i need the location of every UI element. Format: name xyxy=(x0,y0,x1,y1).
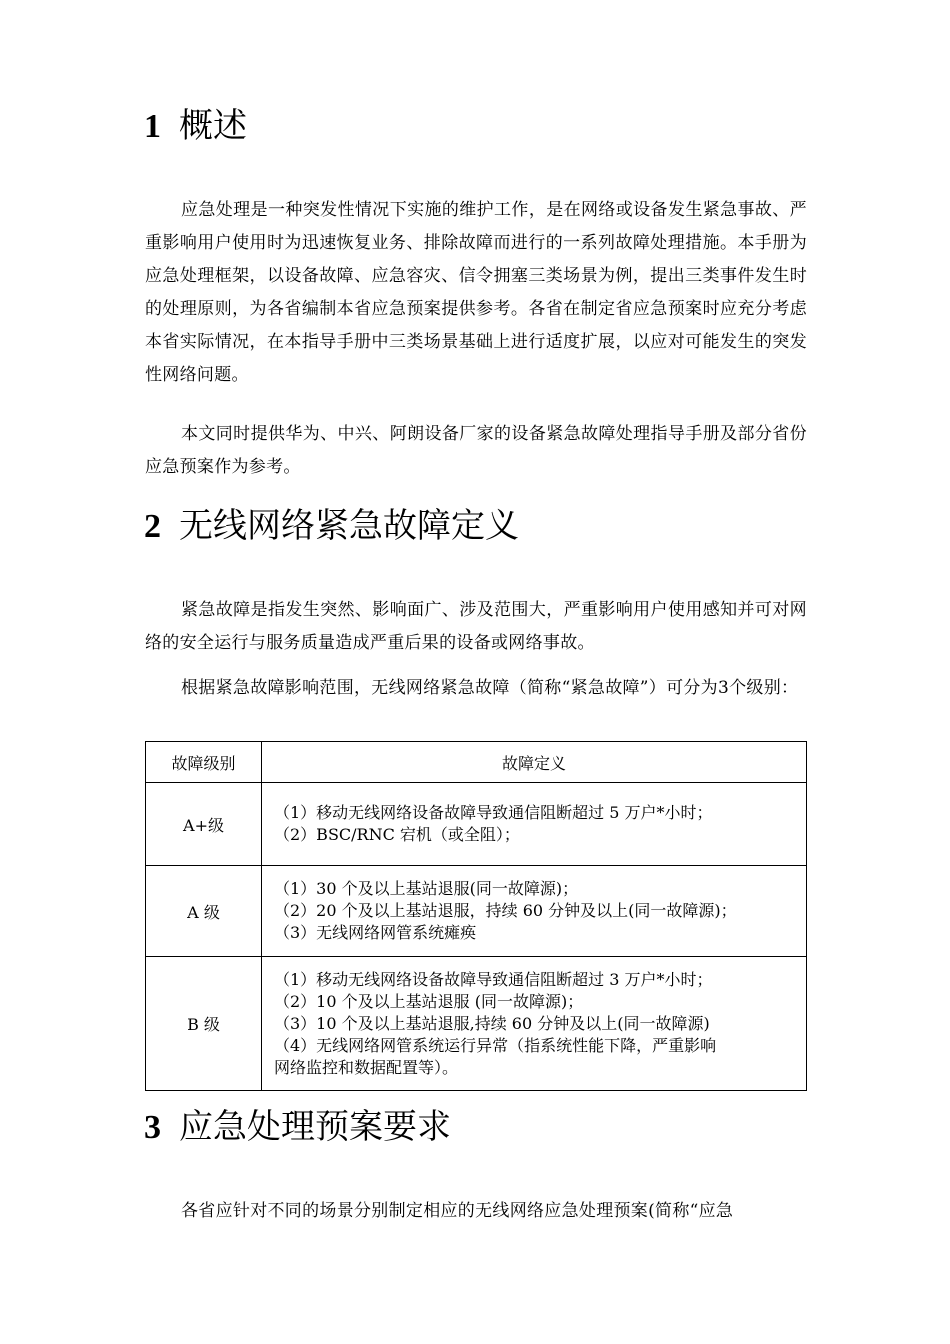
definition-line: （1）30 个及以上基站退服(同一故障源)； xyxy=(274,879,579,898)
paragraph-overview: 应急处理是一种突发性情况下实施的维护工作，是在网络或设备发生紧急事故、严重影响用户使用时为迅速恢复业务、排除故障而进行的一系列故障处理措施。本手册为应急处理框架，以设备故障、应急容灾、信令拥塞三类场景为例，提出三类事件发生时的处理原则，为各省编制本省应急预案提供参考。各省在制定省应急预案时应充分考虑本省实际情况，在本指导手册中三类场景基础上进行适度扩展，以应对可能发生的突发性网络问题。 xyxy=(145,200,807,385)
fault-level-cell: A 级 xyxy=(146,866,262,957)
definition-line: （3）无线网络网管系统瘫痪 xyxy=(274,923,477,942)
fault-definition-cell xyxy=(262,866,807,957)
section-number: 1 xyxy=(144,108,161,145)
paragraph-references: 本文同时提供华为、中兴、阿朗设备厂家的设备紧急故障处理指导手册及部分省份应急预案作为参考。 xyxy=(145,424,807,477)
section-heading-2 xyxy=(144,506,519,547)
paragraph-levels-intro: 根据紧急故障影响范围，无线网络紧急故障（简称“紧急故障”）可分为3个级别： xyxy=(181,678,799,698)
definition-line: 网络监控和数据配置等）。 xyxy=(274,1057,459,1077)
fault-definition-cell xyxy=(262,783,807,866)
section-title: 无线网络紧急故障定义 xyxy=(179,506,519,546)
header-fault-level: 故障级别 xyxy=(146,742,262,783)
table-row xyxy=(146,866,807,957)
section-number: 2 xyxy=(144,508,161,545)
definition-line: （2）BSC/RNC 宕机（或全阻）； xyxy=(274,825,520,844)
fault-definition-cell xyxy=(262,957,807,1091)
paragraph-definition: 紧急故障是指发生突然、影响面广、涉及范围大，严重影响用户使用感知并可对网络的安全运行与服务质量造成严重后果的设备或网络事故。 xyxy=(145,600,807,653)
section-title: 概述 xyxy=(179,106,247,146)
definition-line: （2）10 个及以上基站退服 (同一故障源)； xyxy=(274,991,584,1011)
section-title: 应急处理预案要求 xyxy=(179,1107,451,1147)
definition-line: （2）20 个及以上基站退服，持续 60 分钟及以上(同一故障源)； xyxy=(274,901,737,920)
definition-line: （1）移动无线网络设备故障导致通信阻断超过 3 万户*小时； xyxy=(274,969,713,989)
fault-level-cell: A+级 xyxy=(146,783,262,866)
paragraph-plan-requirements: 各省应针对不同的场景分别制定相应的无线网络应急处理预案(简称“应急 xyxy=(181,1201,734,1221)
fault-level-cell: B 级 xyxy=(146,957,262,1091)
table-header-row xyxy=(146,742,807,783)
table-row xyxy=(146,957,807,1091)
header-fault-definition: 故障定义 xyxy=(262,742,807,783)
definition-line: （4）无线网络网管系统运行异常（指系统性能下降，严重影响 xyxy=(274,1035,717,1055)
section-heading-1 xyxy=(144,106,247,147)
definition-line: （3）10 个及以上基站退服,持续 60 分钟及以上(同一故障源) xyxy=(274,1013,710,1033)
definition-line: （1）移动无线网络设备故障导致通信阻断超过 5 万户*小时； xyxy=(274,803,713,822)
section-heading-3 xyxy=(144,1107,451,1148)
section-number: 3 xyxy=(144,1109,161,1146)
fault-level-table xyxy=(145,741,807,1091)
table-row xyxy=(146,783,807,866)
